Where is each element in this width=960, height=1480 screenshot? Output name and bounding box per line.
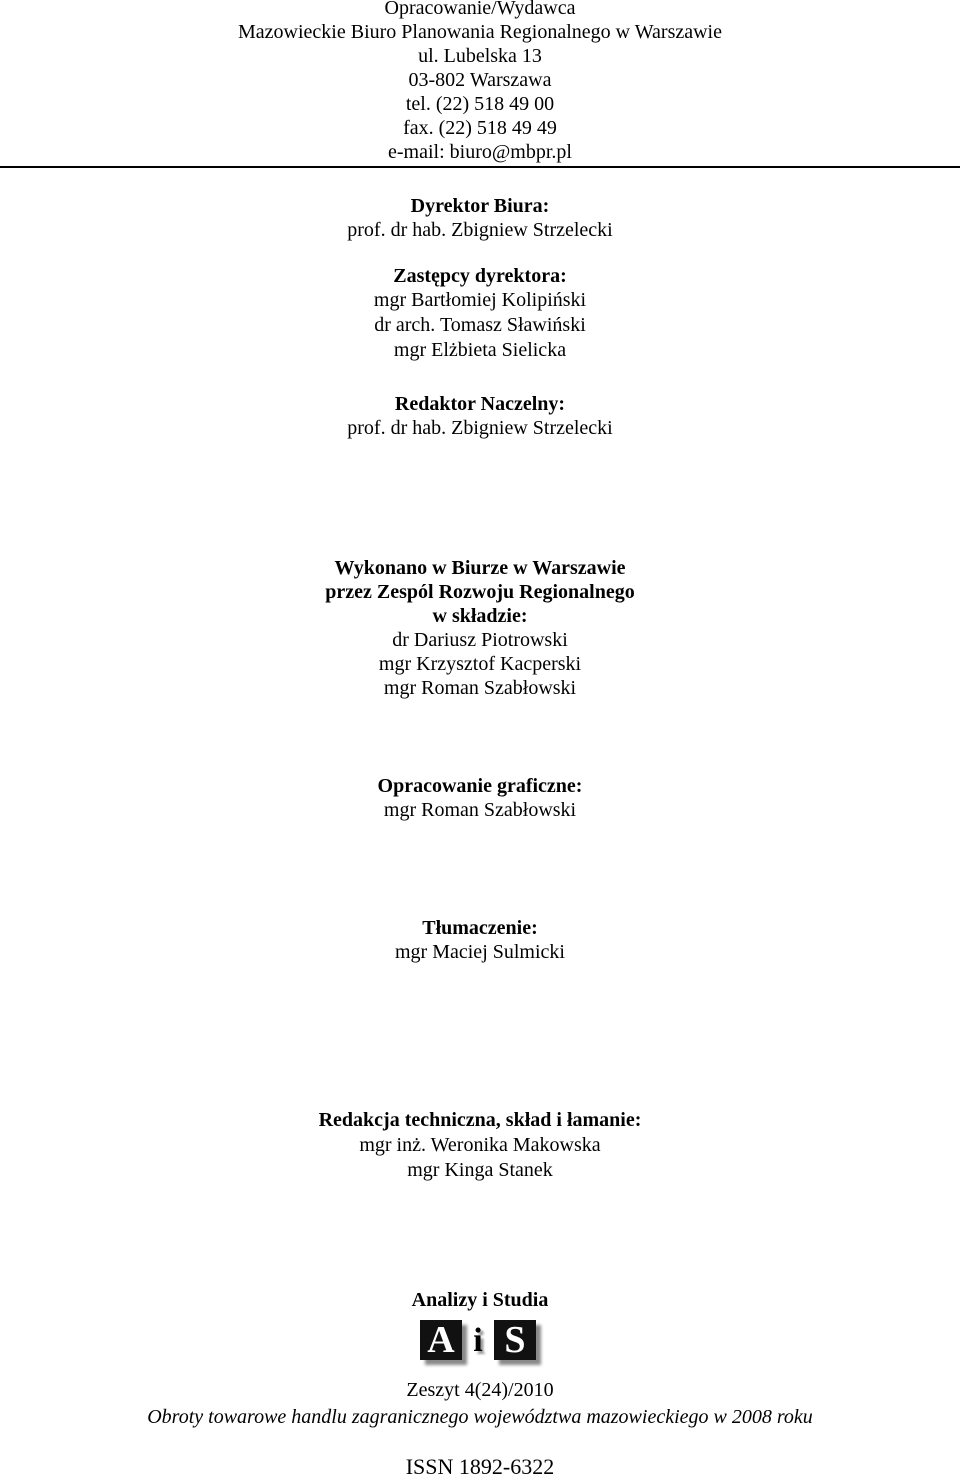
header-divider (0, 166, 960, 168)
ais-logo (420, 1318, 540, 1368)
team-line: przez Zespól Rozwoju Regionalnego (325, 581, 635, 603)
publisher-name: Mazowieckie Biuro Planowania Regionalnego w Warszawie (238, 21, 722, 43)
deputies-label: Zastępcy dyrektora: (393, 265, 567, 287)
translation-label: Tłumaczenie: (422, 917, 538, 939)
director-name: prof. dr hab. Zbigniew Strzelecki (347, 219, 613, 241)
editor-label: Redaktor Naczelny: (394, 393, 566, 415)
editor-name: prof. dr hab. Zbigniew Strzelecki (347, 417, 613, 439)
team-line: Wykonano w Biurze w Warszawie (334, 557, 626, 579)
publisher-email: e-mail: biuro@mbpr.pl (388, 141, 572, 163)
publisher-tel: tel. (22) 518 49 00 (405, 93, 555, 115)
logo-letter-a: A (420, 1320, 462, 1360)
typesetting-name: mgr Kinga Stanek (407, 1159, 553, 1181)
graphics-label: Opracowanie graficzne: (377, 775, 583, 797)
typesetting-name: mgr inż. Weronika Makowska (359, 1134, 601, 1156)
deputy-name: mgr Bartłomiej Kolipiński (373, 289, 587, 311)
team-member: dr Dariusz Piotrowski (392, 629, 568, 651)
graphics-name: mgr Roman Szabłowski (383, 799, 577, 821)
issn: ISSN 1892-6322 (405, 1454, 555, 1479)
team-line: w składzie: (432, 605, 528, 627)
publication-subtitle: Obroty towarowe handlu zagranicznego województwa mazowieckiego w 2008 roku (147, 1406, 813, 1428)
logo-letter-i: i (473, 1322, 483, 1359)
translation-name: mgr Maciej Sulmicki (395, 941, 565, 963)
series-title: Analizy i Studia (411, 1289, 549, 1311)
logo-letter-s: S (494, 1320, 536, 1360)
director-label: Dyrektor Biura: (410, 195, 550, 217)
deputy-name: dr arch. Tomasz Sławiński (374, 314, 586, 336)
publisher-heading: Opracowanie/Wydawca (384, 0, 576, 19)
issue-number: Zeszyt 4(24)/2010 (406, 1379, 554, 1401)
deputy-name: mgr Elżbieta Sielicka (393, 339, 567, 361)
team-member: mgr Krzysztof Kacperski (378, 653, 582, 675)
publisher-city: 03-802 Warszawa (408, 69, 552, 91)
publisher-street: ul. Lubelska 13 (418, 45, 542, 67)
typesetting-label: Redakcja techniczna, skład i łamanie: (318, 1109, 642, 1131)
team-member: mgr Roman Szabłowski (383, 677, 577, 699)
publisher-fax: fax. (22) 518 49 49 (403, 117, 557, 139)
